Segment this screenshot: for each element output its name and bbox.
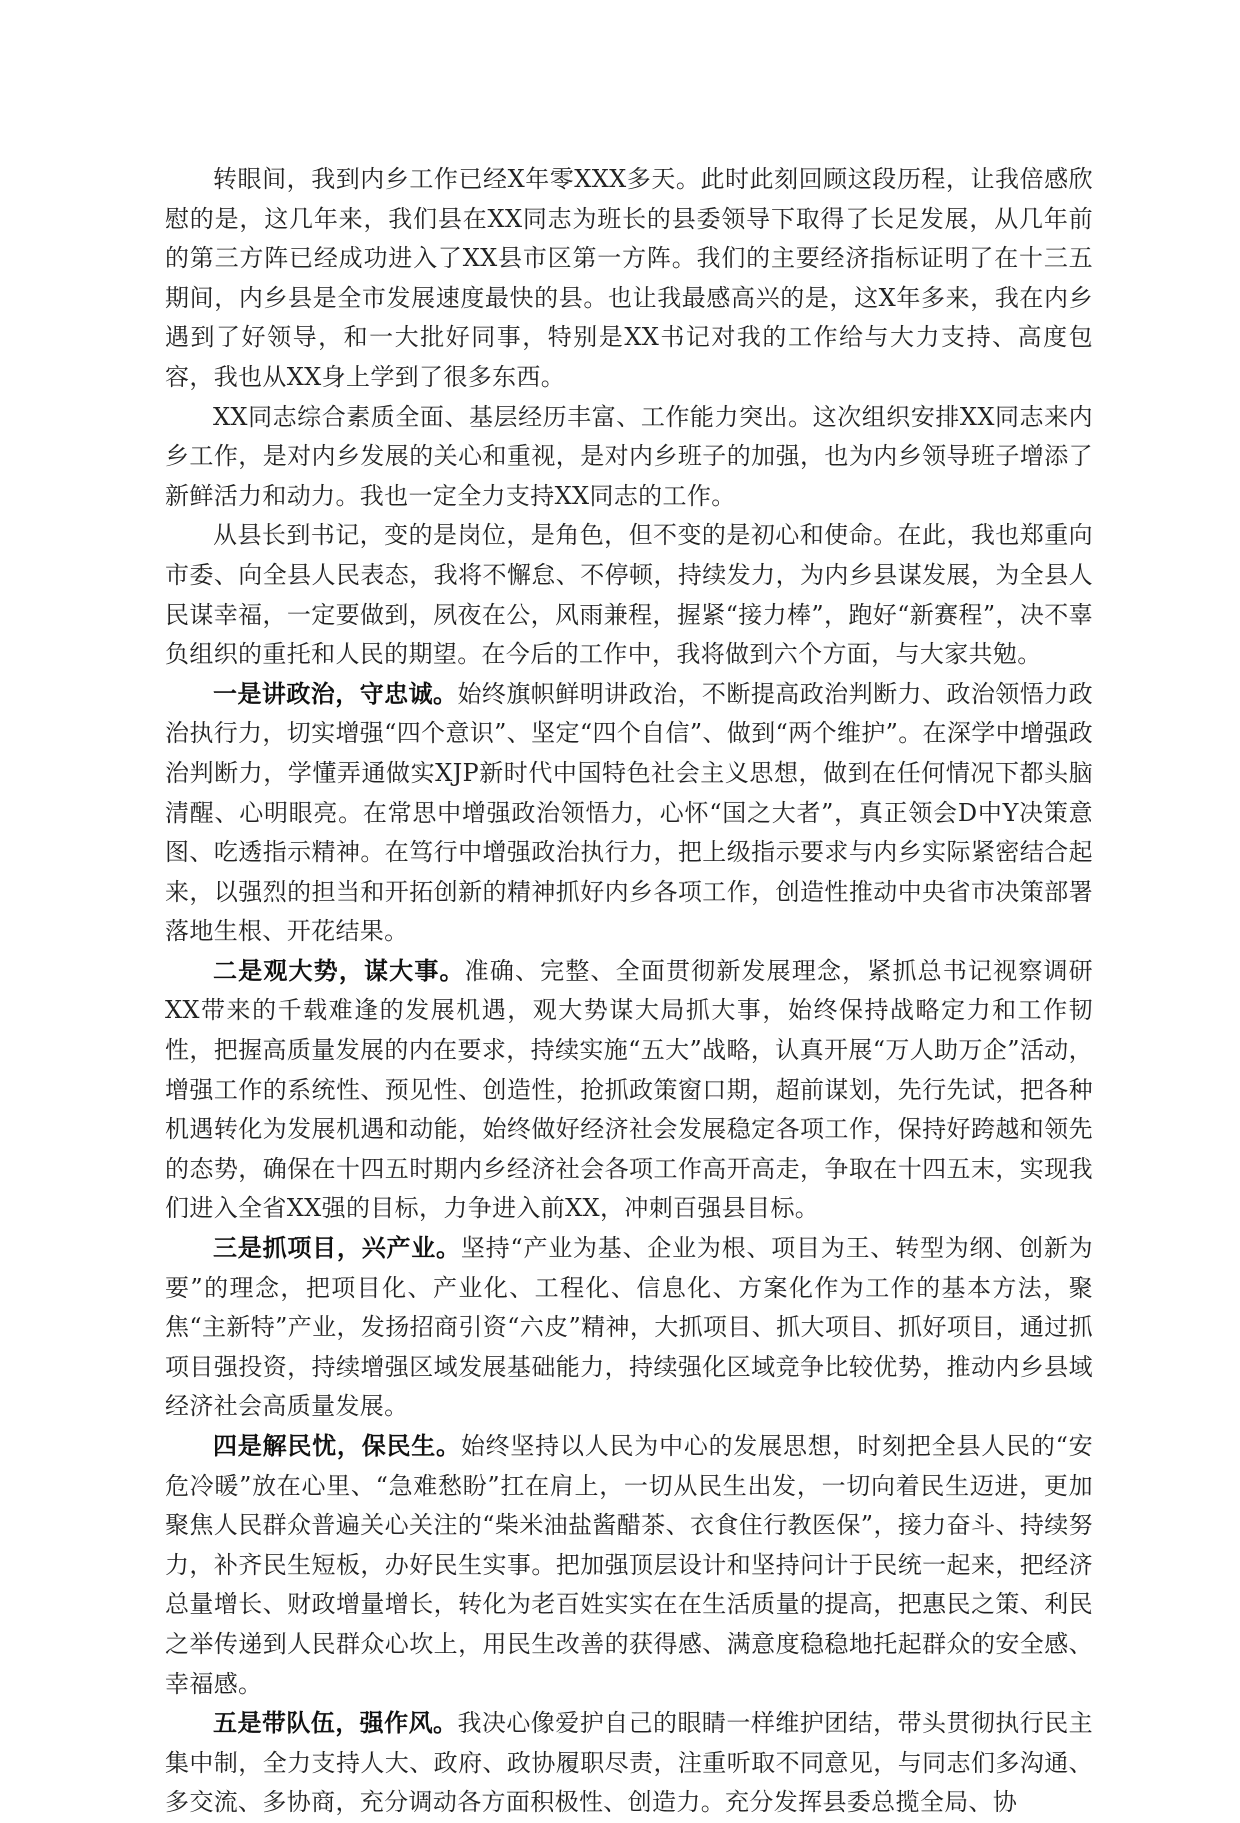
paragraph-pledge bbox=[165, 516, 1093, 674]
paragraph-intro bbox=[165, 160, 1093, 398]
paragraph-text: 坚持“产业为基、企业为根、项目为王、转型为纲、创新为要”的理念，把项目化、产业化、工程化、信息化、方案化作为工作的基本方法，聚焦“主新特”产业，发扬招商引资“六皮”精神，大抓项目、抓大项目、抓好项目，通过抓项目强投资，持续增强区域发展基础能力，持续强化区域竞争比较优势，推动内乡县域经济社会高质量发展。 bbox=[165, 1234, 1093, 1421]
paragraph-point-3 bbox=[165, 1229, 1093, 1427]
paragraph-text: 从县长到书记，变的是岗位，是角色，但不变的是初心和使命。在此，我也郑重向市委、向全县人民表态，我将不懈怠、不停顿，持续发力，为内乡县谋发展，为全县人民谋幸福，一定要做到，夙夜在公，风雨兼程，握紧“接力棒”，跑好“新赛程”，决不辜负组织的重托和人民的期望。在今后的工作中，我将做到六个方面，与大家共勉。 bbox=[165, 521, 1093, 669]
paragraph-point-5 bbox=[165, 1704, 1093, 1823]
paragraph-point-4 bbox=[165, 1427, 1093, 1704]
paragraph-text: XX同志综合素质全面、基层经历丰富、工作能力突出。这次组织安排XX同志来内乡工作，是对内乡发展的关心和重视，是对内乡班子的加强，也为内乡领导班子增添了新鲜活力和动力。我也一定全力支持XX同志的工作。 bbox=[165, 402, 1093, 510]
paragraph-point-1 bbox=[165, 675, 1093, 952]
paragraph-text: 始终坚持以人民为中心的发展思想，时刻把全县人民的“安危冷暖”放在心里、“急难愁盼”扛在肩上，一切从民生出发，一切向着民生迈进，更加聚焦人民群众普遍关心关注的“柴米油盐酱醋茶、衣食住行教医保”，接力奋斗、持续努力，补齐民生短板，办好民生实事。把加强顶层设计和坚持问计于民统一起来，把经济总量增长、财政增量增长，转化为老百姓实实在在生活质量的提高，把惠民之策、利民之举传递到人民群众心坎上，用民生改善的获得感、满意度稳稳地托起群众的安全感、幸福感。 bbox=[165, 1432, 1093, 1698]
paragraph-heading: 一是讲政治，守忠诚。 bbox=[213, 679, 458, 708]
paragraph-heading: 二是观大势，谋大事。 bbox=[213, 956, 465, 985]
paragraph-point-2 bbox=[165, 952, 1093, 1229]
paragraph-text: 始终旗帜鲜明讲政治，不断提高政治判断力、政治领悟力政治执行力，切实增强“四个意识”、坚定“四个自信”、做到“两个维护”。在深学中增强政治判断力，学懂弄通做实XJP新时代中国特色社会主义思想，做到在任何情况下都头脑清醒、心明眼亮。在常思中增强政治领悟力，心怀“国之大者”，真正领会D中Y决策意图、吃透指示精神。在笃行中增强政治执行力，把上级指示要求与内乡实际紧密结合起来，以强烈的担当和开拓创新的精神抓好内乡各项工作，创造性推动中央省市决策部署落地生根、开花结果。 bbox=[165, 679, 1093, 946]
paragraph-text: 我决心像爱护自己的眼睛一样维护团结，带头贯彻执行民主集中制，全力支持人大、政府、政协履职尽责，注重听取不同意见，与同志们多沟通、多交流、多协商，充分调动各方面积极性、创造力。充分发挥县委总揽全局、协 bbox=[165, 1709, 1093, 1817]
paragraph-text: 转眼间，我到内乡工作已经X年零XXX多天。此时此刻回顾这段历程，让我倍感欣慰的是，这几年来，我们县在XX同志为班长的县委领导下取得了长足发展，从几年前的第三方阵已经成功进入了XX县市区第一方阵。我们的主要经济指标证明了在十三五期间，内乡县是全市发展速度最快的县。也让我最感高兴的是，这X年多来，我在内乡遇到了好领导，和一大批好同事，特别是XX书记对我的工作给与大力支持、高度包容，我也从XX身上学到了很多东西。 bbox=[165, 165, 1094, 391]
paragraph-text: 准确、完整、全面贯彻新发展理念，紧抓总书记视察调研XX带来的千载难逢的发展机遇，观大势谋大局抓大事，始终保持战略定力和工作韧性，把握高质量发展的内在要求，持续实施“五大”战略，认真开展“万人助万企”活动，增强工作的系统性、预见性、创造性，抢抓政策窗口期，超前谋划，先行先试，把各种机遇转化为发展机遇和动能，始终做好经济社会发展稳定各项工作，保持好跨越和领先的态势，确保在十四五时期内乡经济社会各项工作高开高走，争取在十四五末，实现我们进入全省XX强的目标，力争进入前XX，冲刺百强县目标。 bbox=[165, 956, 1094, 1223]
paragraph-heading: 五是带队伍，强作风。 bbox=[213, 1709, 458, 1738]
paragraph-heading: 三是抓项目，兴产业。 bbox=[213, 1234, 461, 1263]
paragraph-heading: 四是解民忧，保民生。 bbox=[213, 1432, 461, 1460]
document-body bbox=[165, 160, 1093, 1823]
paragraph-appointment bbox=[165, 398, 1093, 517]
